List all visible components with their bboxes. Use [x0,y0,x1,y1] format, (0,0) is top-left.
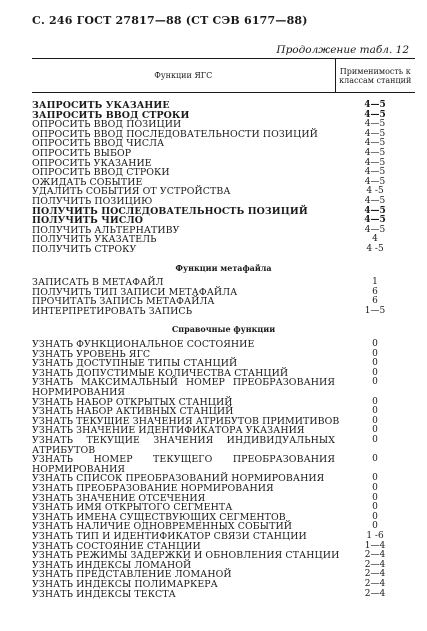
function-name: ОПРОСИТЬ ВВОД ПОЗИЦИИ [32,119,182,131]
applicability-value: 0 [372,492,378,503]
applicability-value: 2—4 [364,559,386,570]
applicability-value: 4—5 [364,147,386,158]
function-name: ОПРОСИТЬ ВВОД ПОСЛЕДОВАТЕЛЬНОСТИ ПОЗИЦИЙ [32,128,318,140]
applicability-value: 4 -5 [366,243,384,254]
column-header-function: Функции ЯГС [32,59,335,93]
function-name: ЗАПРОСИТЬ УКАЗАНИЕ [32,100,170,111]
applicability-value: 4—5 [364,100,386,110]
applicability-value: 4—5 [364,224,386,235]
applicability-value: 0 [372,348,378,359]
applicability-value: 1—4 [364,540,386,551]
applicability-value: 0 [372,454,378,465]
applicability-value: 6 [372,286,378,297]
table-continuation-label: Продолжение табл. 12 [276,44,409,56]
table-header-row [32,59,415,93]
function-name: ЗАПРОСИТЬ ВВОД СТРОКИ [32,109,190,121]
table-row [32,245,415,255]
column-header-applicability: Применимость к классам станций [335,59,415,93]
applicability-value: 4—5 [364,167,386,178]
function-name: УЗНАТЬ НАБОР ОТКРЫТЫХ СТАНЦИЙ [32,396,233,408]
function-name: ОПРОСИТЬ ВВОД СТРОКИ [32,167,170,179]
function-name: УЗНАТЬ МАКСИМАЛЬНЫЙ НОМЕР ПРЕОБРАЗОВАНИЯ НОРМИРОВАНИЯ [32,377,335,399]
function-name: УЗНАТЬ ДОПУСТИМЫЕ КОЛИЧЕСТВА СТАНЦИЙ [32,367,289,379]
function-name: УЗНАТЬ ТЕКУЩИЕ ЗНАЧЕНИЯ АТРИБУТОВ ПРИМИТИВОВ [32,415,340,427]
function-name: УЗНАТЬ ТИП И ИДЕНТИФИКАТОР СВЯЗИ СТАНЦИИ [32,530,307,542]
function-name: ПОЛУЧИТЬ ТИП ЗАПИСИ МЕТАФАЙЛА [32,286,238,298]
applicability-value: 4 -5 [366,186,384,197]
function-name: ОПРОСИТЬ ВВОД ЧИСЛА [32,138,165,150]
applicability-value: 4—5 [364,205,386,216]
function-name: ПОЛУЧИТЬ ЧИСЛО [32,215,144,227]
applicability-value: 0 [372,396,378,407]
function-name: ПОЛУЧИТЬ АЛЬТЕРНАТИВУ [32,224,180,236]
applicability-value: 0 [372,473,378,484]
table-row [32,307,415,317]
function-name: УЗНАТЬ ЗНАЧЕНИЕ ОТСЕЧЕНИЯ [32,492,206,504]
applicability-value: 4—5 [364,119,386,130]
table-row [32,590,415,600]
table-body [32,93,415,600]
function-name: УЗНАТЬ ИНДЕКСЫ ПОЛИМАРКЕРА [32,578,218,590]
function-name: ПОЛУЧИТЬ ПОСЛЕДОВАТЕЛЬНОСТЬ ПОЗИЦИЙ [32,205,308,217]
function-name: УЗНАТЬ ПРЕОБРАЗОВАНИЕ НОРМИРОВАНИЯ [32,482,274,494]
function-name: УЗНАТЬ ФУНКЦИОНАЛЬНОЕ СОСТОЯНИЕ [32,339,255,351]
function-name: ЗАПИСАТЬ В МЕТАФАЙЛ [32,277,164,289]
table-row [32,436,415,455]
function-name: УЗНАТЬ НАЛИЧИЕ ОДНОВРЕМЕННЫХ СОБЫТИЙ [32,521,293,533]
section-title: Функции метафайла [175,262,272,273]
applicability-value: 0 [372,511,378,522]
applicability-value: 0 [372,521,378,532]
applicability-value: 1—5 [364,305,386,316]
function-name: УЗНАТЬ ИМЕНА СУЩЕСТВУЮЩИХ СЕГМЕНТОВ [32,511,286,523]
applicability-value: 4 [372,234,378,245]
function-name: УЗНАТЬ СОСТОЯНИЕ СТАНЦИИ [32,540,201,552]
function-name: ПОЛУЧИТЬ СТРОКУ [32,243,137,255]
function-name: УЗНАТЬ ИМЯ ОТКРЫТОГО СЕГМЕНТА [32,502,233,514]
function-name: ПОЛУЧИТЬ УКАЗАТЕЛЬ [32,234,157,246]
applicability-value: 4—5 [364,109,386,120]
applicability-value: 2—4 [364,588,386,599]
function-name: ПОЛУЧИТЬ ПОЗИЦИЮ [32,195,153,207]
page-header: С. 246 ГОСТ 27817—88 (СТ СЭВ 6177—88) [32,14,308,27]
applicability-value: 6 [372,296,378,307]
applicability-value: 0 [372,435,378,445]
function-name: УЗНАТЬ ЗНАЧЕНИЕ ИДЕНТИФИКАТОРА УКАЗАНИЯ [32,425,305,437]
function-name: УЗНАТЬ ТЕКУЩИЕ ЗНАЧЕНИЯ ИНДИВИДУАЛЬНЫХ АТРИБУТОВ [32,435,335,456]
applicability-value: 4—5 [364,128,386,139]
function-name: УЗНАТЬ НОМЕР ТЕКУЩЕГО ПРЕОБРАЗОВАНИЯ НОРМИРОВАНИЯ [32,454,335,475]
function-name: ОПРОСИТЬ УКАЗАНИЕ [32,157,152,169]
table-row [32,455,415,474]
applicability-value: 0 [372,367,378,378]
applicability-value: 1 [372,277,378,288]
function-name: УЗНАТЬ РЕЖИМЫ ЗАДЕРЖКИ И ОБНОВЛЕНИЯ СТАНЦИИ [32,550,340,562]
section-header [32,316,415,340]
applicability-value: 1 -6 [366,530,384,541]
applicability-value: 4—5 [364,195,386,206]
applicability-value: 0 [372,482,378,493]
section-header [32,255,415,279]
function-name: УЗНАТЬ ИНДЕКСЫ ТЕКСТА [32,588,176,600]
applicability-value: 0 [372,339,378,350]
applicability-value: 0 [372,406,378,417]
applicability-value: 4—5 [364,215,386,226]
applicability-value: 4—5 [364,138,386,149]
table-row [32,378,415,397]
function-name: УЗНАТЬ ИНДЕКСЫ ЛОМАНОЙ [32,559,192,571]
applicability-value: 2—4 [364,569,386,580]
function-name: УДАЛИТЬ СОБЫТИЯ ОТ УСТРОЙСТВА [32,186,231,198]
applicability-value: 2—4 [364,578,386,589]
applicability-value: 0 [372,425,378,436]
function-name: УЗНАТЬ ПРЕДСТАВЛЕНИЕ ЛОМАНОЙ [32,569,232,581]
applicability-value: 0 [372,502,378,513]
function-name: УЗНАТЬ ДОСТУПНЫЕ ТИПЫ СТАНЦИЙ [32,358,238,370]
functions-table [32,58,415,599]
function-name: ПРОЧИТАТЬ ЗАПИСЬ МЕТАФАЙЛА [32,296,215,308]
section-title: Справочные функции [171,324,276,335]
function-name: ИНТЕРПРЕТИРОВАТЬ ЗАПИСЬ [32,305,193,317]
function-name: ОПРОСИТЬ ВЫБОР [32,147,132,159]
applicability-value: 0 [372,377,378,388]
applicability-value: 2—4 [364,550,386,561]
applicability-value: 0 [372,358,378,369]
applicability-value: 0 [372,415,378,426]
function-name: УЗНАТЬ НАБОР АКТИВНЫХ СТАНЦИЙ [32,406,234,418]
applicability-value: 4—5 [364,157,386,168]
applicability-value: 4—5 [364,176,386,187]
function-name: УЗНАТЬ УРОВЕНЬ ЯГС [32,348,151,360]
function-name: УЗНАТЬ СПИСОК ПРЕОБРАЗОВАНИЙ НОРМИРОВАНИЯ [32,473,325,485]
function-name: ОЖИДАТЬ СОБЫТИЕ [32,176,143,188]
